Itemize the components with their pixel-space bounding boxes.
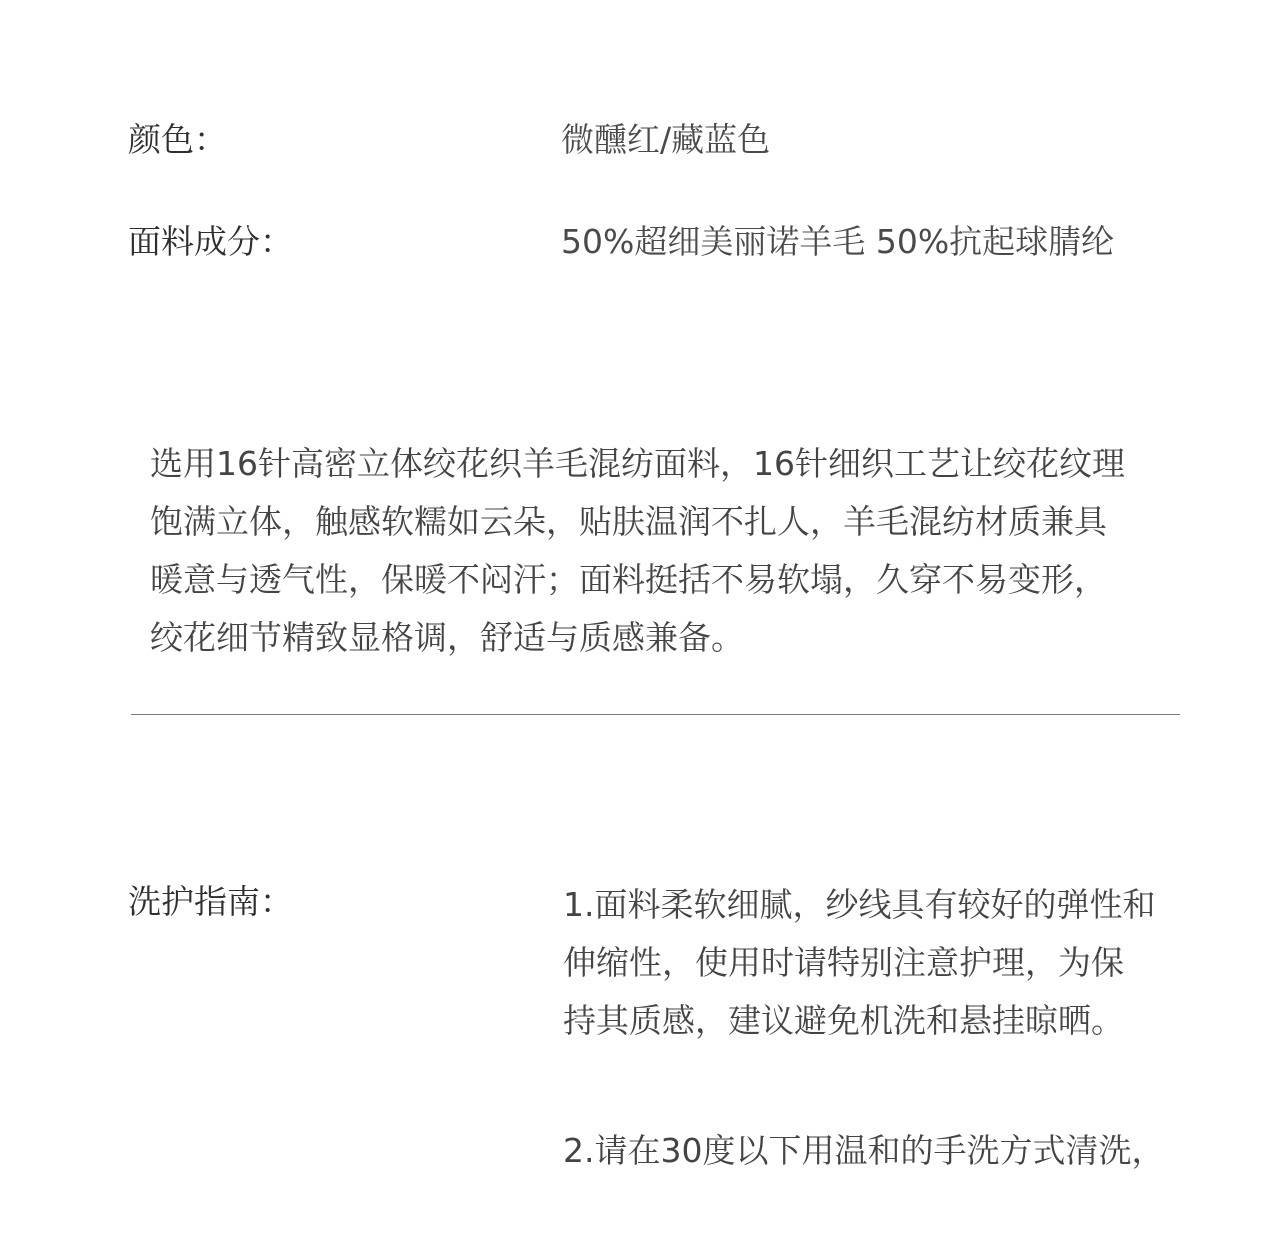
care-item-line: 1.面料柔软细腻，纱线具有较好的弹性和 xyxy=(563,885,1156,924)
care-item-line: 持其质感，建议避免机洗和悬挂晾晒。 xyxy=(563,1001,1124,1040)
description-line: 绞花细节精致显格调，舒适与质感兼备。 xyxy=(150,618,744,657)
care-item xyxy=(563,1122,1203,1180)
fabric-description xyxy=(150,435,1200,667)
fabric-value: 50%超细美丽诺羊毛 50%抗起球腈纶 xyxy=(561,222,1115,261)
description-line: 饱满立体，触感软糯如云朵，贴肤温润不扎人，羊毛混纺材质兼具 xyxy=(150,502,1107,541)
care-item xyxy=(563,876,1203,1050)
section-divider xyxy=(131,714,1180,715)
description-line: 选用16针高密立体绞花织羊毛混纺面料，16针细织工艺让绞花纹理 xyxy=(150,444,1125,483)
color-value: 微醺红/藏蓝色 xyxy=(561,120,771,159)
description-line: 暖意与透气性，保暖不闷汗；面料挺括不易软塌，久穿不易变形， xyxy=(150,560,1107,599)
care-guide-list xyxy=(563,876,1203,1252)
fabric-label: 面料成分： xyxy=(128,222,293,261)
care-guide-label: 洗护指南： xyxy=(128,882,293,921)
care-item-line: 伸缩性，使用时请特别注意护理，为保 xyxy=(563,943,1124,982)
color-label: 颜色： xyxy=(128,120,227,159)
care-item-line: 2.请在30度以下用温和的手洗方式清洗， xyxy=(563,1131,1165,1170)
